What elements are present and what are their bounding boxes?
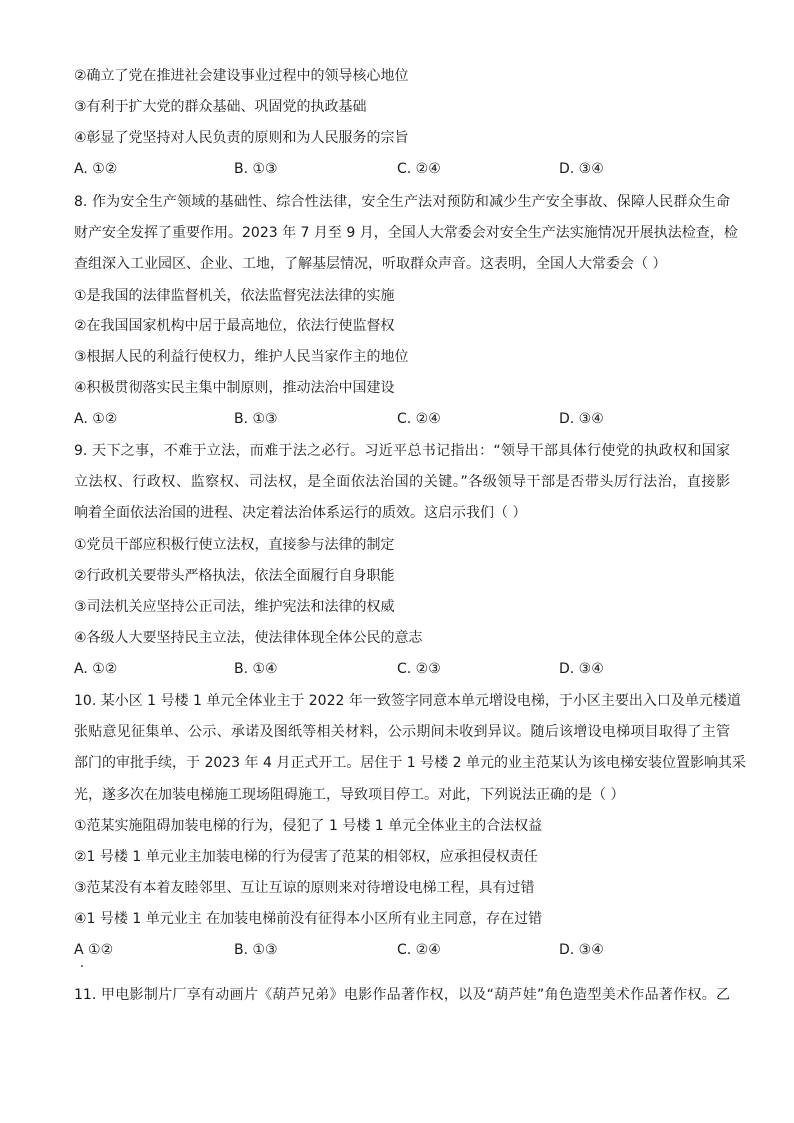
q9-statement-4: ④各级人大要坚持民主立法，使法律体现全体公民的意志 bbox=[74, 630, 423, 646]
q9-stem-line-1: 9. 天下之事，不难于立法，而难于法之必行。习近平总书记指出：“领导干部具体行使党的执政权和国家 bbox=[74, 443, 730, 459]
q8-option-d: D. ③④ bbox=[559, 411, 604, 427]
q8-stem-line-2: 财产安全发挥了重要作用。2023 年 7 月至 9 月，全国人大常委会对安全生产法实施情况开展执法检查，检 bbox=[74, 225, 738, 241]
q10-statement-1: ①范某实施阻碍加装电梯的行为，侵犯了 1 号楼 1 单元全体业主的合法权益 bbox=[74, 818, 543, 834]
q8-stem-line-3: 查组深入工业园区、企业、工地，了解基层情况，听取群众声音。这表明，全国人大常委会（ ） bbox=[74, 256, 667, 272]
q7-options bbox=[74, 159, 674, 179]
q10-statement-3: ③范某没有本着友睦邻里、互让互谅的原则来对待增设电梯工程，具有过错 bbox=[74, 880, 535, 896]
q10-option-d: D. ③④ bbox=[559, 942, 604, 958]
q9-option-a: A. ①② bbox=[74, 661, 118, 677]
q8-options bbox=[74, 409, 674, 429]
q10-stem-line-4: 光，遂多次在加装电梯施工现场阻碍施工，导致项目停工。对此，下列说法正确的是（ ） bbox=[74, 787, 625, 803]
q10-option-a: A ①② bbox=[74, 942, 114, 958]
q10-option-c: C. ②④ bbox=[397, 942, 441, 958]
q8-statement-4: ④积极贯彻落实民主集中制原则，推动法治中国建设 bbox=[74, 380, 395, 396]
q7-statement-3: ③有利于扩大党的群众基础、巩固党的执政基础 bbox=[74, 99, 367, 115]
q9-statement-1: ①党员干部应积极行使立法权，直接参与法律的制定 bbox=[74, 537, 395, 553]
q8-option-c: C. ②④ bbox=[397, 411, 441, 427]
q9-option-d: D. ③④ bbox=[559, 661, 604, 677]
q10-stem-line-1: 10. 某小区 1 号楼 1 单元全体业主于 2022 年一致签字同意本单元增设电梯，于小区主要出入口及单元楼道 bbox=[74, 693, 741, 709]
stray-dot-mark bbox=[81, 965, 83, 967]
q7-option-c: C. ②④ bbox=[397, 161, 441, 177]
q10-statement-2: ②1 号楼 1 单元业主加装电梯的行为侵害了范某的相邻权，应承担侵权责任 bbox=[74, 849, 538, 865]
q9-stem-line-2: 立法权、行政权、监察权、司法权，是全面依法治国的关键。”各级领导干部是否带头厉行法治，直接影 bbox=[74, 474, 730, 490]
q8-statement-3: ③根据人民的利益行使权力，维护人民当家作主的地位 bbox=[74, 349, 409, 365]
q10-options bbox=[74, 940, 674, 960]
q7-option-d: D. ③④ bbox=[559, 161, 604, 177]
q10-stem-line-3: 部门的审批手续，于 2023 年 4 月正式开工。居住于 1 号楼 2 单元的业主范某认为该电梯安装位置影响其采 bbox=[74, 755, 746, 771]
q9-statement-2: ②行政机关要带头严格执法，依法全面履行自身职能 bbox=[74, 568, 395, 584]
q7-statement-4: ④彰显了党坚持对人民负责的原则和为人民服务的宗旨 bbox=[74, 130, 409, 146]
q9-statement-3: ③司法机关应坚持公正司法，维护宪法和法律的权威 bbox=[74, 599, 395, 615]
q10-option-b: B. ①③ bbox=[234, 942, 278, 958]
q10-stem-line-2: 张贴意见征集单、公示、承诺及图纸等相关材料，公示期间未收到异议。随后该增设电梯项目取得了主管 bbox=[74, 724, 730, 740]
q10-statement-4: ④1 号楼 1 单元业主 在加装电梯前没有征得本小区所有业主同意，存在过错 bbox=[74, 911, 543, 927]
q7-option-a: A. ①② bbox=[74, 161, 118, 177]
q9-options bbox=[74, 659, 674, 679]
q8-option-a: A. ①② bbox=[74, 411, 118, 427]
q7-statement-2: ②确立了党在推进社会建设事业过程中的领导核心地位 bbox=[74, 68, 409, 84]
q9-option-c: C. ②③ bbox=[397, 661, 441, 677]
q8-option-b: B. ①③ bbox=[234, 411, 278, 427]
q8-statement-2: ②在我国国家机构中居于最高地位，依法行使监督权 bbox=[74, 318, 395, 334]
q11-stem-line-1: 11. 甲电影制片厂享有动画片《葫芦兄弟》电影作品著作权，以及“葫芦娃”角色造型美术作品著作权。乙 bbox=[74, 987, 730, 1003]
q9-option-b: B. ①④ bbox=[234, 661, 278, 677]
q8-stem-line-1: 8. 作为安全生产领域的基础性、综合性法律，安全生产法对预防和减少生产安全事故、保障人民群众生命 bbox=[74, 194, 730, 210]
q8-statement-1: ①是我国的法律监督机关，依法监督宪法法律的实施 bbox=[74, 288, 395, 304]
q9-stem-line-3: 响着全面依法治国的进程、决定着法治体系运行的质效。这启示我们（ ） bbox=[74, 505, 527, 521]
q7-option-b: B. ①③ bbox=[234, 161, 278, 177]
